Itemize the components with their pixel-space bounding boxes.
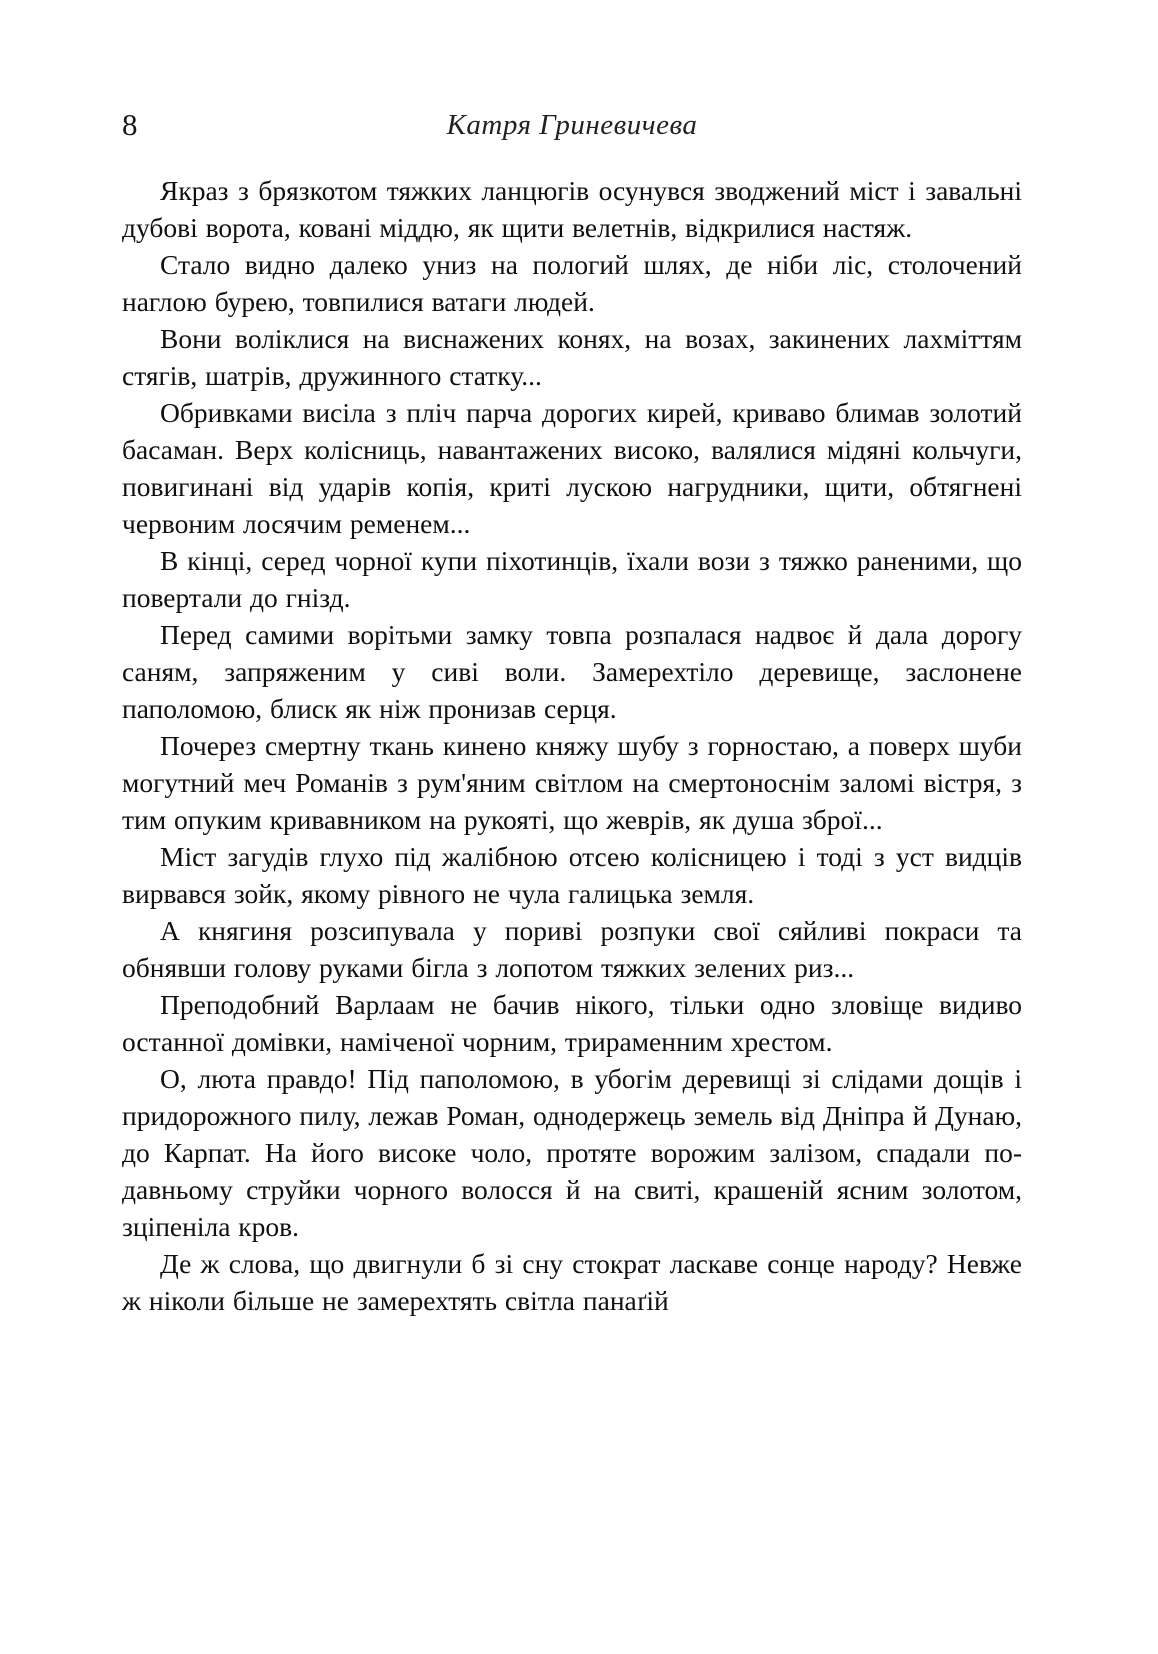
paragraph: Обривками висіла з пліч парча дорогих кирей, криваво блимав золотий басаман. Верх колісниць, навантажених високо, валялися мідяні кольчуги, повигинані від ударів копія, криті лускою нагрудники, щити, обтягнені червоним лосячим ременем...: [122, 397, 1022, 539]
paragraph: Почерез смертну ткань кинено княжу шубу з горностаю, а поверх шуби могутний меч Романів з рум'яним світлом на смертоноснім заломі вістря, з тим опуким кривавником на рукояті, що жеврів, як душа зброї...: [122, 730, 1022, 835]
paragraph: О, люта правдо! Під паполомою, в убогім деревищі зі слідами дощів і придорожного пилу, лежав Роман, однодержець земель від Дніпра й Дунаю, до Карпат. На його високе чоло, протяте ворожим залізом, спадали по-давньому струйки чорного волосся й на свиті, крашеній ясним золотом, зціпеніла кров.: [122, 1063, 1023, 1242]
paragraph: А княгиня розсипувала у пориві розпуки свої сяйливі покраси та обнявши голову руками бігла з лопотом тяжких зелених риз...: [122, 915, 1022, 983]
paragraph: В кінці, серед чорної купи піхотинців, їхали вози з тяжко раненими, що повертали до гнізд.: [122, 545, 1022, 613]
page-number: 8: [122, 107, 138, 142]
running-header-author: Катря Гриневичева: [446, 109, 698, 141]
paragraph: Якраз з брязкотом тяжких ланцюгів осунувся зводжений міст і завальні дубові ворота, ковані міддю, як щити велетнів, відкрилися настяж.: [122, 175, 1022, 243]
running-head: [122, 106, 1022, 146]
body-text: [122, 172, 1022, 1319]
paragraph: Міст загудів глухо під жалібною отсею колісницею і тоді з уст видців вирвався зойк, якому рівного не чула галицька земля.: [122, 841, 1022, 909]
paragraph: Вони воліклися на виснажених конях, на возах, закинених лахміттям стягів, шатрів, дружинного статку...: [122, 323, 1022, 391]
paragraph: Преподобний Варлаам не бачив нікого, тільки одно зловіще видиво останної домівки, наміченої чорним, трираменним хрестом.: [122, 989, 1022, 1057]
paragraph: Стало видно далеко униз на пологий шлях, де ніби ліс, столочений наглою бурею, товпилися ватаги людей.: [122, 249, 1022, 317]
paragraph: Де ж слова, що двигнули б зі сну стократ ласкаве сонце народу? Невже ж ніколи більше не замерехтять світла панаґій: [122, 1248, 1022, 1316]
paragraph: Перед самими ворітьми замку товпа розпалася надвоє й дала дорогу саням, запряженим у сиві воли. Замерехтіло деревище, заслонене паполомою, блиск як ніж пронизав серця.: [122, 619, 1022, 724]
